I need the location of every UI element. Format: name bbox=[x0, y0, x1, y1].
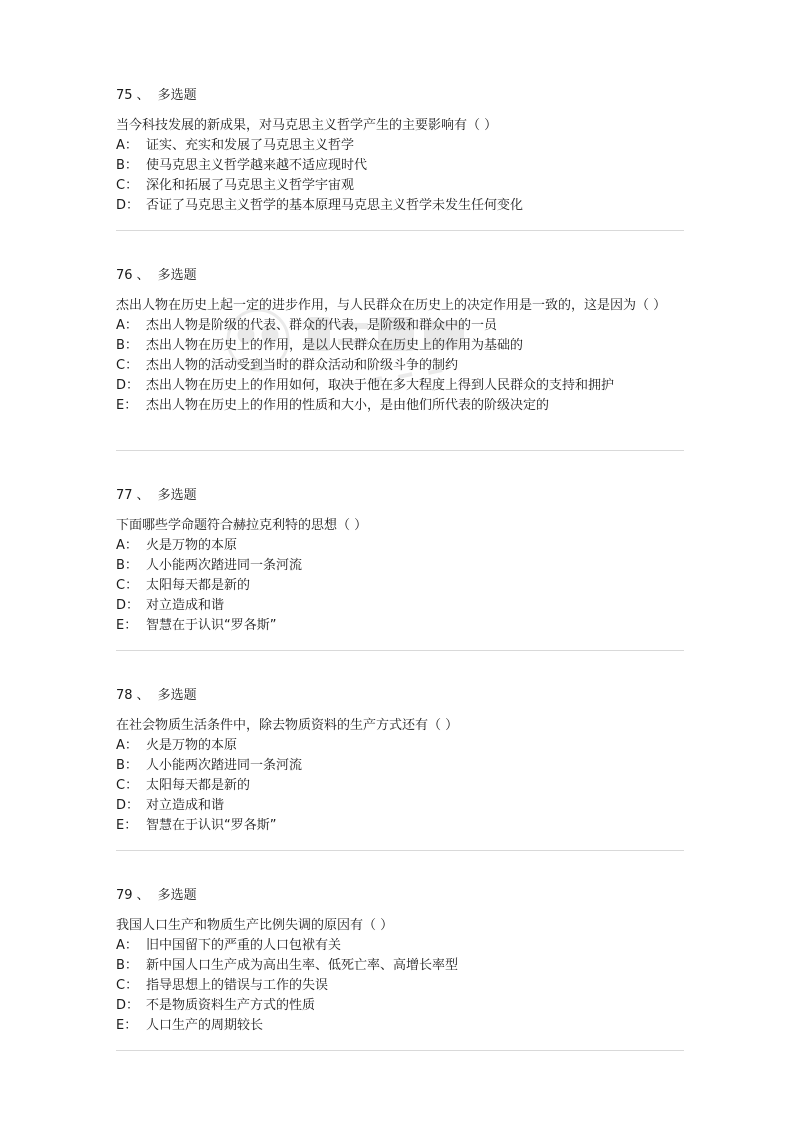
option-text: 指导思想上的错误与工作的失误 bbox=[146, 978, 329, 993]
question-separator: 、 bbox=[136, 88, 150, 103]
option-letter: C： bbox=[116, 358, 139, 373]
option-text: 智慧在于认识“罗各斯” bbox=[146, 618, 277, 633]
option-text: 否证了马克思主义哲学的基本原理马克思主义哲学未发生任何变化 bbox=[146, 198, 524, 213]
option-letter: C： bbox=[116, 978, 139, 993]
option-e bbox=[116, 616, 688, 636]
option-c bbox=[116, 776, 688, 796]
option-text: 人小能两次踏进同一条河流 bbox=[146, 558, 303, 573]
option-letter: B： bbox=[116, 558, 138, 573]
option-b bbox=[116, 756, 688, 776]
option-letter: D： bbox=[116, 378, 140, 393]
option-c bbox=[116, 576, 688, 596]
option-c bbox=[116, 976, 688, 996]
question-header bbox=[116, 86, 688, 106]
option-text: 杰出人物在历史上的作用如何，取决于他在多大程度上得到人民群众的支持和拥护 bbox=[146, 378, 615, 393]
question-divider bbox=[116, 850, 684, 851]
option-letter: C： bbox=[116, 178, 139, 193]
option-b bbox=[116, 956, 688, 976]
question-header bbox=[116, 266, 688, 286]
option-text: 新中国人口生产成为高出生率、低死亡率、高增长率型 bbox=[146, 958, 459, 973]
option-letter: A： bbox=[116, 938, 138, 953]
question-type: 多选题 bbox=[157, 268, 197, 283]
option-text: 智慧在于认识“罗各斯” bbox=[146, 818, 277, 833]
question-78 bbox=[116, 686, 688, 836]
option-letter: E： bbox=[116, 398, 138, 413]
option-letter: D： bbox=[116, 198, 140, 213]
question-divider bbox=[116, 230, 684, 231]
option-c bbox=[116, 176, 688, 196]
option-letter: A： bbox=[116, 138, 138, 153]
question-number: 76 bbox=[116, 268, 133, 283]
question-separator: 、 bbox=[136, 888, 150, 903]
option-letter: C： bbox=[116, 778, 139, 793]
option-b bbox=[116, 156, 688, 176]
question-77 bbox=[116, 486, 688, 636]
option-d bbox=[116, 196, 688, 216]
option-e bbox=[116, 396, 688, 416]
question-divider bbox=[116, 1050, 684, 1051]
option-a bbox=[116, 936, 688, 956]
option-letter: E： bbox=[116, 1018, 138, 1033]
option-letter: B： bbox=[116, 338, 138, 353]
option-e bbox=[116, 816, 688, 836]
question-header bbox=[116, 686, 688, 706]
option-a bbox=[116, 536, 688, 556]
option-d bbox=[116, 996, 688, 1016]
option-letter: A： bbox=[116, 738, 138, 753]
option-text: 不是物质资料生产方式的性质 bbox=[146, 998, 316, 1013]
option-text: 对立造成和谐 bbox=[146, 798, 225, 813]
option-letter: B： bbox=[116, 758, 138, 773]
question-stem: 杰出人物在历史上起一定的进步作用，与人民群众在历史上的决定作用是一致的，这是因为（ ） bbox=[116, 298, 667, 313]
option-text: 对立造成和谐 bbox=[146, 598, 225, 613]
option-text: 使马克思主义哲学越来越不适应现时代 bbox=[146, 158, 368, 173]
option-letter: D： bbox=[116, 798, 140, 813]
option-text: 人小能两次踏进同一条河流 bbox=[146, 758, 303, 773]
question-76 bbox=[116, 266, 688, 416]
question-separator: 、 bbox=[136, 268, 150, 283]
question-type: 多选题 bbox=[157, 488, 197, 503]
option-e bbox=[116, 1016, 688, 1036]
option-a bbox=[116, 736, 688, 756]
option-text: 火是万物的本原 bbox=[146, 538, 238, 553]
option-letter: A： bbox=[116, 318, 138, 333]
question-header bbox=[116, 486, 688, 506]
option-text: 深化和拓展了马克思主义哲学宇宙观 bbox=[146, 178, 355, 193]
question-stem: 我国人口生产和物质生产比例失调的原因有（ ） bbox=[116, 918, 394, 933]
question-divider bbox=[116, 450, 684, 451]
option-text: 太阳每天都是新的 bbox=[146, 578, 251, 593]
question-number: 77 bbox=[116, 488, 133, 503]
option-letter: A： bbox=[116, 538, 138, 553]
option-letter: D： bbox=[116, 598, 140, 613]
question-separator: 、 bbox=[136, 688, 150, 703]
option-text: 证实、充实和发展了马克思主义哲学 bbox=[146, 138, 355, 153]
option-text: 杰出人物在历史上的作用的性质和大小，是由他们所代表的阶级决定的 bbox=[146, 398, 550, 413]
option-letter: D： bbox=[116, 998, 140, 1013]
option-letter: E： bbox=[116, 818, 138, 833]
option-text: 太阳每天都是新的 bbox=[146, 778, 251, 793]
question-stem: 在社会物质生活条件中，除去物质资料的生产方式还有（ ） bbox=[116, 718, 459, 733]
option-b bbox=[116, 556, 688, 576]
option-text: 杰出人物的活动受到当时的群众活动和阶级斗争的制约 bbox=[146, 358, 459, 373]
option-text: 杰出人物在历史上的作用，是以人民群众在历史上的作用为基础的 bbox=[146, 338, 524, 353]
question-number: 79 bbox=[116, 888, 133, 903]
option-letter: E： bbox=[116, 618, 138, 633]
option-text: 人口生产的周期较长 bbox=[146, 1018, 264, 1033]
option-letter: C： bbox=[116, 578, 139, 593]
question-number: 75 bbox=[116, 88, 133, 103]
option-a bbox=[116, 316, 688, 336]
question-separator: 、 bbox=[136, 488, 150, 503]
option-b bbox=[116, 336, 688, 356]
option-text: 火是万物的本原 bbox=[146, 738, 238, 753]
option-text: 杰出人物是阶级的代表、群众的代表，是阶级和群众中的一员 bbox=[146, 318, 498, 333]
question-type: 多选题 bbox=[157, 88, 197, 103]
question-stem: 下面哪些学命题符合赫拉克利特的思想（ ） bbox=[116, 518, 368, 533]
question-divider bbox=[116, 650, 684, 651]
question-type: 多选题 bbox=[157, 688, 197, 703]
question-header bbox=[116, 886, 688, 906]
question-79 bbox=[116, 886, 688, 1036]
option-text: 旧中国留下的严重的人口包袱有关 bbox=[146, 938, 342, 953]
option-d bbox=[116, 796, 688, 816]
question-number: 78 bbox=[116, 688, 133, 703]
option-d bbox=[116, 596, 688, 616]
option-letter: B： bbox=[116, 958, 138, 973]
question-type: 多选题 bbox=[157, 888, 197, 903]
option-letter: B： bbox=[116, 158, 138, 173]
question-75 bbox=[116, 86, 688, 216]
option-a bbox=[116, 136, 688, 156]
question-stem: 当今科技发展的新成果，对马克思主义哲学产生的主要影响有（ ） bbox=[116, 118, 498, 133]
option-d bbox=[116, 376, 688, 396]
option-c bbox=[116, 356, 688, 376]
